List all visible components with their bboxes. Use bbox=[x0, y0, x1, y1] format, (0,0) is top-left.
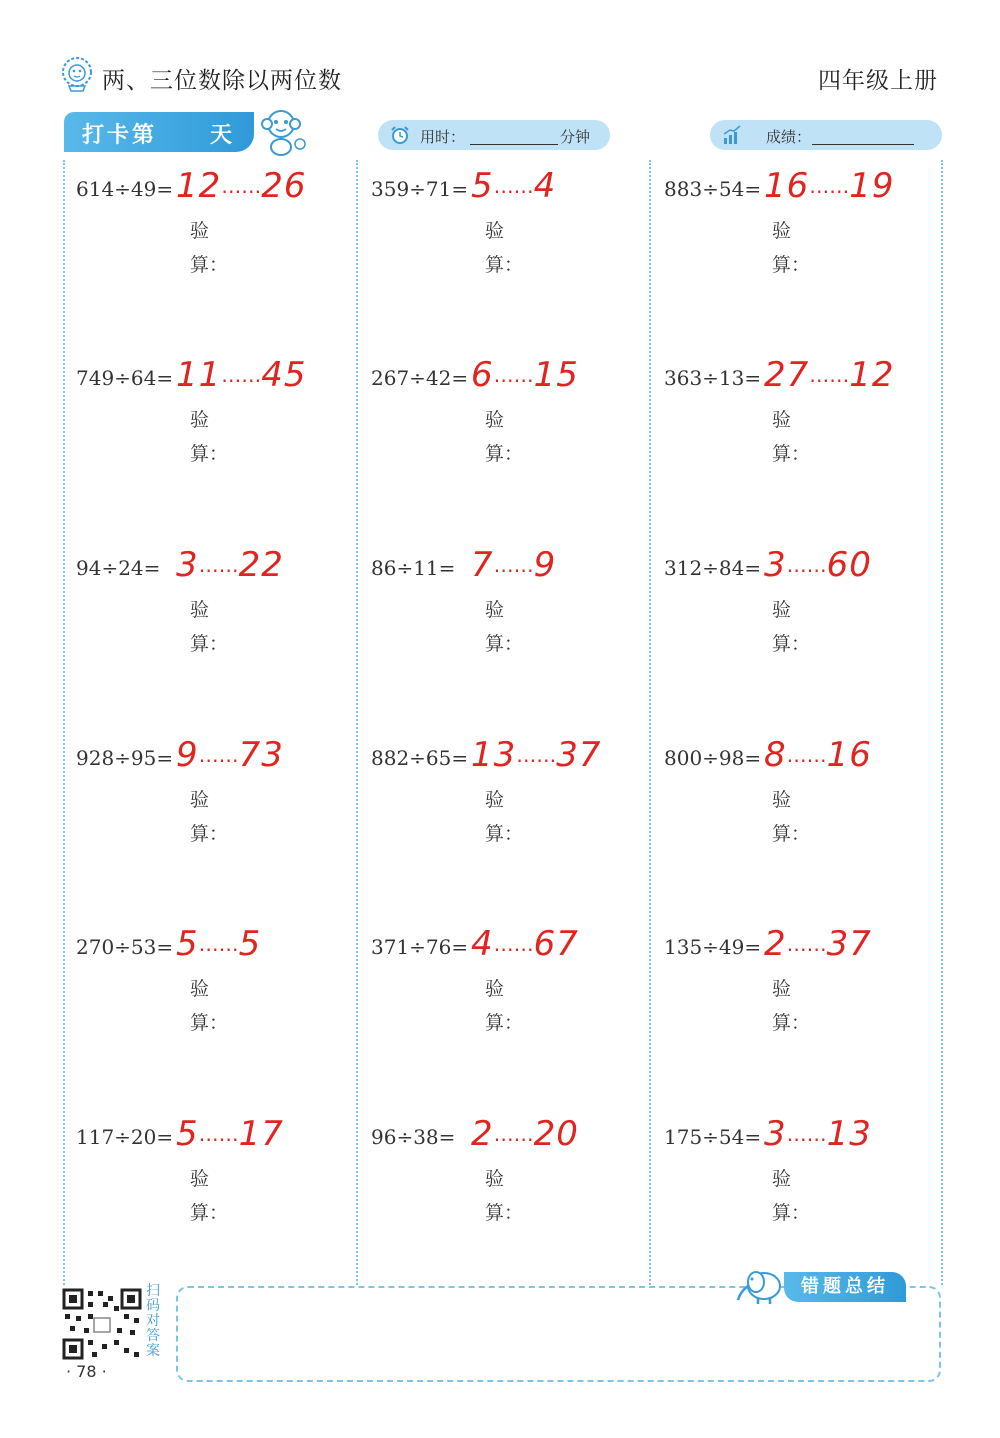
answer-remainder: 9 bbox=[533, 545, 557, 585]
handwritten-answer[interactable] bbox=[764, 1114, 872, 1154]
grade-label: 四年级上册 bbox=[818, 68, 938, 94]
answer-quotient: 6 bbox=[471, 355, 494, 395]
check-label-bottom: 算： bbox=[772, 1012, 811, 1034]
problem-cell bbox=[371, 353, 659, 543]
division-equation: 749÷64= bbox=[76, 366, 174, 390]
remainder-dots: …… bbox=[493, 363, 534, 387]
answer-remainder: 37 bbox=[826, 924, 872, 964]
division-equation: 371÷76= bbox=[371, 935, 469, 959]
answer-remainder: 15 bbox=[533, 355, 579, 395]
bar-chart-icon bbox=[722, 125, 742, 145]
answer-remainder: 16 bbox=[826, 735, 872, 775]
answer-quotient: 3 bbox=[764, 1114, 787, 1154]
answer-quotient: 5 bbox=[471, 166, 494, 206]
time-field bbox=[378, 120, 610, 150]
problem-cell bbox=[76, 353, 364, 543]
remainder-dots: …… bbox=[493, 1122, 534, 1146]
check-label-top: 验 bbox=[485, 220, 505, 242]
check-label-bottom: 算： bbox=[772, 1202, 811, 1224]
check-label-bottom: 算： bbox=[772, 443, 811, 465]
division-equation: 96÷38= bbox=[371, 1125, 456, 1149]
check-label-top: 验 bbox=[485, 409, 505, 431]
page-title: 两、三位数除以两位数 bbox=[102, 68, 342, 94]
check-label-top: 验 bbox=[772, 220, 792, 242]
problem-cell bbox=[76, 733, 364, 923]
elephant-icon bbox=[734, 1264, 790, 1306]
handwritten-answer[interactable] bbox=[176, 545, 284, 585]
check-label-top: 验 bbox=[190, 1168, 210, 1190]
handwritten-answer[interactable] bbox=[176, 735, 284, 775]
answer-quotient: 2 bbox=[471, 1114, 494, 1154]
check-label-bottom: 算： bbox=[190, 254, 229, 276]
answer-quotient: 5 bbox=[176, 1114, 199, 1154]
division-equation: 94÷24= bbox=[76, 556, 161, 580]
check-label-top: 验 bbox=[772, 978, 792, 1000]
problem-cell bbox=[664, 543, 952, 733]
remainder-dots: …… bbox=[198, 932, 239, 956]
check-label-bottom: 算： bbox=[485, 1012, 524, 1034]
remainder-dots: …… bbox=[786, 1122, 827, 1146]
remainder-dots: …… bbox=[786, 743, 827, 767]
monkey-mascot-icon bbox=[254, 104, 308, 158]
check-label-top: 验 bbox=[190, 220, 210, 242]
problem-cell bbox=[664, 164, 952, 354]
handwritten-answer[interactable] bbox=[471, 166, 556, 206]
answer-quotient: 13 bbox=[471, 735, 517, 775]
remainder-dots: …… bbox=[221, 363, 262, 387]
handwritten-answer[interactable] bbox=[471, 924, 579, 964]
check-label-top: 验 bbox=[485, 1168, 505, 1190]
problem-cell bbox=[371, 1112, 659, 1302]
problem-cell bbox=[371, 543, 659, 733]
check-label-bottom: 算： bbox=[190, 1202, 229, 1224]
check-label-top: 验 bbox=[190, 409, 210, 431]
remainder-dots: …… bbox=[786, 553, 827, 577]
handwritten-answer[interactable] bbox=[764, 355, 895, 395]
problem-cell bbox=[664, 922, 952, 1112]
check-label-bottom: 算： bbox=[190, 1012, 229, 1034]
checkin-suffix: 天 bbox=[210, 123, 233, 148]
division-equation: 928÷95= bbox=[76, 746, 174, 770]
division-equation: 800÷98= bbox=[664, 746, 762, 770]
remainder-dots: …… bbox=[198, 743, 239, 767]
handwritten-answer[interactable] bbox=[471, 355, 579, 395]
answer-remainder: 12 bbox=[849, 355, 895, 395]
problem-cell bbox=[76, 164, 364, 354]
page-number: · 78 · bbox=[66, 1362, 107, 1381]
score-blank[interactable] bbox=[812, 144, 914, 145]
lion-logo-icon bbox=[60, 56, 94, 92]
division-equation: 363÷13= bbox=[664, 366, 762, 390]
handwritten-answer[interactable] bbox=[176, 1114, 284, 1154]
problem-cell bbox=[76, 1112, 364, 1302]
problem-cell bbox=[371, 922, 659, 1112]
answer-quotient: 3 bbox=[764, 545, 787, 585]
answer-quotient: 3 bbox=[176, 545, 199, 585]
division-equation: 359÷71= bbox=[371, 177, 469, 201]
division-equation: 614÷49= bbox=[76, 177, 174, 201]
remainder-dots: …… bbox=[198, 553, 239, 577]
handwritten-answer[interactable] bbox=[176, 355, 307, 395]
column-border-left bbox=[63, 160, 65, 1285]
answer-remainder: 4 bbox=[533, 166, 557, 206]
answer-quotient: 7 bbox=[471, 545, 494, 585]
handwritten-answer[interactable] bbox=[176, 924, 261, 964]
answer-remainder: 45 bbox=[261, 355, 307, 395]
answer-remainder: 22 bbox=[238, 545, 284, 585]
division-equation: 312÷84= bbox=[664, 556, 762, 580]
check-label-top: 验 bbox=[485, 599, 505, 621]
division-equation: 882÷65= bbox=[371, 746, 469, 770]
division-equation: 270÷53= bbox=[76, 935, 174, 959]
time-label: 用时： bbox=[420, 128, 466, 146]
answer-remainder: 5 bbox=[238, 924, 262, 964]
remainder-dots: …… bbox=[493, 174, 534, 198]
handwritten-answer[interactable] bbox=[764, 545, 872, 585]
division-equation: 117÷20= bbox=[76, 1125, 174, 1149]
remainder-dots: …… bbox=[493, 932, 534, 956]
qr-code-icon bbox=[62, 1288, 142, 1360]
answer-quotient: 16 bbox=[764, 166, 810, 206]
problem-cell bbox=[371, 733, 659, 923]
remainder-dots: …… bbox=[809, 174, 850, 198]
alarm-clock-icon bbox=[390, 125, 410, 145]
remainder-dots: …… bbox=[809, 363, 850, 387]
problem-cell bbox=[371, 164, 659, 354]
division-equation: 135÷49= bbox=[664, 935, 762, 959]
answer-remainder: 73 bbox=[238, 735, 284, 775]
handwritten-answer[interactable] bbox=[764, 735, 872, 775]
problem-cell bbox=[664, 733, 952, 923]
check-label-bottom: 算： bbox=[190, 633, 229, 655]
remainder-dots: …… bbox=[786, 932, 827, 956]
answer-remainder: 26 bbox=[261, 166, 307, 206]
answer-quotient: 11 bbox=[176, 355, 222, 395]
answer-remainder: 37 bbox=[556, 735, 602, 775]
handwritten-answer[interactable] bbox=[471, 545, 556, 585]
check-label-bottom: 算： bbox=[485, 254, 524, 276]
check-label-top: 验 bbox=[485, 978, 505, 1000]
division-equation: 86÷11= bbox=[371, 556, 456, 580]
answer-remainder: 67 bbox=[533, 924, 579, 964]
handwritten-answer[interactable] bbox=[176, 166, 307, 206]
answer-quotient: 8 bbox=[764, 735, 787, 775]
check-label-top: 验 bbox=[485, 789, 505, 811]
answer-quotient: 12 bbox=[176, 166, 222, 206]
answer-remainder: 20 bbox=[533, 1114, 579, 1154]
check-label-top: 验 bbox=[190, 978, 210, 1000]
answer-quotient: 4 bbox=[471, 924, 494, 964]
check-label-top: 验 bbox=[772, 789, 792, 811]
problem-cell bbox=[76, 543, 364, 733]
handwritten-answer[interactable] bbox=[471, 1114, 579, 1154]
time-unit: 分钟 bbox=[560, 128, 591, 146]
remainder-dots: …… bbox=[221, 174, 262, 198]
check-label-bottom: 算： bbox=[190, 443, 229, 465]
answer-remainder: 13 bbox=[826, 1114, 872, 1154]
score-field bbox=[710, 120, 942, 150]
check-label-top: 验 bbox=[772, 409, 792, 431]
check-label-bottom: 算： bbox=[190, 823, 229, 845]
check-label-bottom: 算： bbox=[772, 633, 811, 655]
handwritten-answer[interactable] bbox=[764, 924, 872, 964]
answer-quotient: 2 bbox=[764, 924, 787, 964]
mistake-summary-label: 错题总结 bbox=[784, 1272, 906, 1302]
answer-remainder: 60 bbox=[826, 545, 872, 585]
remainder-dots: …… bbox=[198, 1122, 239, 1146]
remainder-dots: …… bbox=[493, 553, 534, 577]
check-label-bottom: 算： bbox=[772, 823, 811, 845]
division-equation: 175÷54= bbox=[664, 1125, 762, 1149]
remainder-dots: …… bbox=[516, 743, 557, 767]
handwritten-answer[interactable] bbox=[764, 166, 895, 206]
problem-cell bbox=[76, 922, 364, 1112]
check-label-top: 验 bbox=[772, 1168, 792, 1190]
answer-quotient: 9 bbox=[176, 735, 199, 775]
check-label-bottom: 算： bbox=[772, 254, 811, 276]
check-label-bottom: 算： bbox=[485, 443, 524, 465]
answer-quotient: 5 bbox=[176, 924, 199, 964]
scan-answer-text: 扫码对答案 bbox=[146, 1283, 160, 1359]
handwritten-answer[interactable] bbox=[471, 735, 602, 775]
check-label-bottom: 算： bbox=[485, 633, 524, 655]
checkin-banner bbox=[64, 112, 254, 152]
answer-remainder: 17 bbox=[238, 1114, 284, 1154]
checkin-prefix: 打卡第 bbox=[82, 123, 158, 148]
problem-cell bbox=[664, 353, 952, 543]
answer-remainder: 19 bbox=[849, 166, 895, 206]
answer-quotient: 27 bbox=[764, 355, 810, 395]
division-equation: 883÷54= bbox=[664, 177, 762, 201]
check-label-top: 验 bbox=[772, 599, 792, 621]
check-label-top: 验 bbox=[190, 599, 210, 621]
check-label-bottom: 算： bbox=[485, 823, 524, 845]
time-blank[interactable] bbox=[470, 144, 558, 145]
division-equation: 267÷42= bbox=[371, 366, 469, 390]
check-label-bottom: 算： bbox=[485, 1202, 524, 1224]
score-label: 成绩： bbox=[766, 128, 812, 146]
check-label-top: 验 bbox=[190, 789, 210, 811]
